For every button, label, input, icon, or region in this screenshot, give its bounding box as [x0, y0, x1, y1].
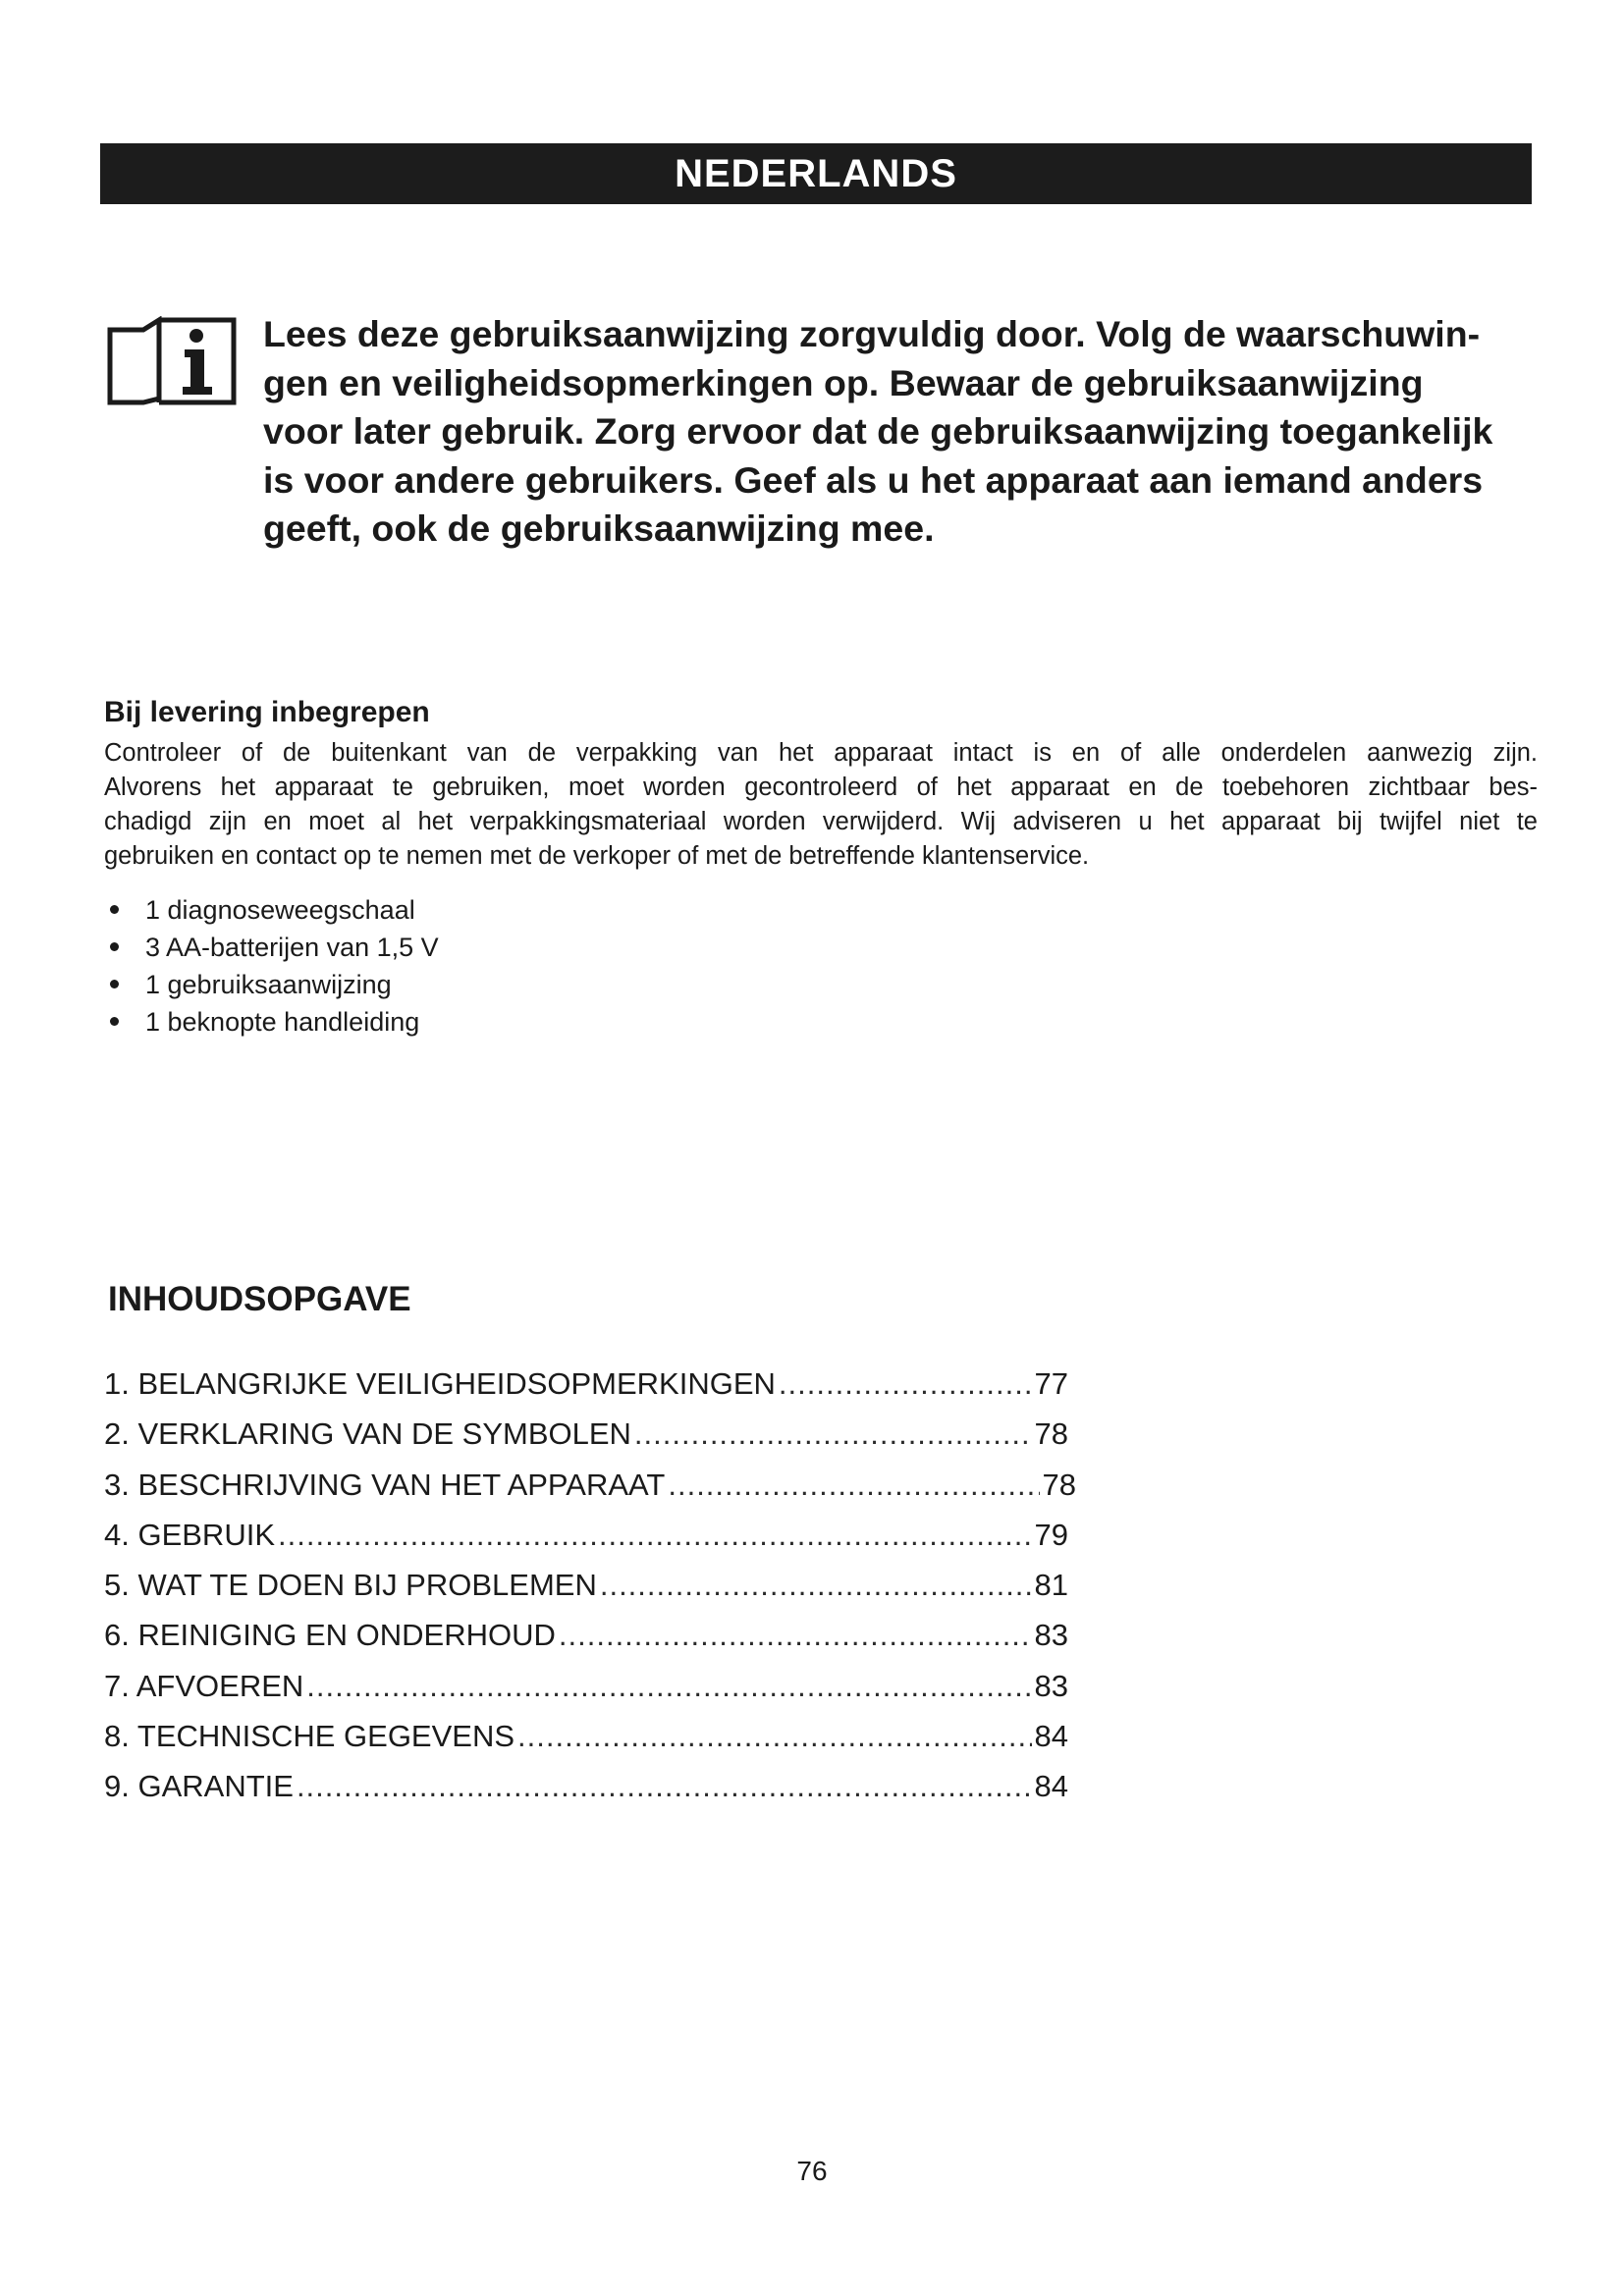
- toc-entry-page: 81: [1034, 1568, 1068, 1603]
- toc-entry[interactable]: [104, 1661, 1068, 1711]
- dot-leader: [668, 1460, 1039, 1510]
- list-item-label: 3 AA-batterijen van 1,5 V: [145, 933, 439, 962]
- notice-line: is voor andere gebruikers. Geef als u het apparaat aan iemand anders: [263, 458, 1484, 501]
- notice-line: Lees deze gebruiksaanwijzing zorgvuldig door. Volg de waarschuwin-: [263, 313, 1481, 354]
- toc-entry-label: 1. BELANGRIJKE VEILIGHEIDSOPMERKINGEN: [104, 1366, 776, 1401]
- toc-entry-label: 7. AFVOEREN: [104, 1668, 304, 1703]
- delivery-line: Controleer of de buitenkant van de verpakking van het apparaat intact is en of alle onderdelen aanwezig zijn.: [104, 739, 1538, 767]
- dot-leader: [600, 1560, 1032, 1610]
- delivery-line: Alvorens het apparaat te gebruiken, moet worden gecontroleerd of het apparaat en de toebehoren zichtbaar bes-: [104, 774, 1538, 801]
- toc-entry-label: 2. VERKLARING VAN DE SYMBOLEN: [104, 1416, 631, 1452]
- toc-entry-page: 78: [1034, 1416, 1068, 1452]
- toc-entry-label: 9. GARANTIE: [104, 1769, 294, 1804]
- list-item: [104, 1003, 439, 1041]
- toc-entry[interactable]: [104, 1711, 1068, 1761]
- delivery-paragraph: [104, 736, 1538, 874]
- delivery-line: chadigd zijn en moet al het verpakkingsmateriaal worden verwijderd. Wij adviseren u het apparaat bij twijfel niet te: [104, 808, 1538, 835]
- toc-entry-page: 84: [1034, 1719, 1068, 1754]
- toc-entry-page: 77: [1034, 1366, 1068, 1401]
- toc-entry-page: 78: [1042, 1467, 1076, 1502]
- list-item-label: 1 beknopte handleiding: [145, 1007, 420, 1037]
- bullet-icon: [110, 980, 119, 988]
- toc-entry[interactable]: [104, 1460, 1076, 1510]
- included-items-list: [104, 891, 439, 1041]
- toc-entry-page: 79: [1034, 1517, 1068, 1552]
- list-item-label: 1 gebruiksaanwijzing: [145, 970, 392, 999]
- toc-entry[interactable]: [104, 1761, 1068, 1811]
- list-item: [104, 966, 439, 1003]
- toc-entry-label: 6. REINIGING EN ONDERHOUD: [104, 1618, 556, 1653]
- dot-leader: [517, 1711, 1031, 1761]
- bullet-icon: [110, 942, 119, 951]
- toc-entry-page: 84: [1034, 1769, 1068, 1804]
- list-item: [104, 929, 439, 966]
- dot-leader: [634, 1409, 1032, 1459]
- toc-heading: INHOUDSOPGAVE: [108, 1280, 411, 1318]
- notice-line: gen en veiligheidsopmerkingen op. Bewaar de gebruiksaanwijzing: [263, 361, 1424, 403]
- notice-line: geeft, ook de gebruiksaanwijzing mee.: [263, 507, 935, 549]
- toc-entry-label: 3. BESCHRIJVING VAN HET APPARAAT: [104, 1467, 666, 1502]
- delivery-heading: Bij levering inbegrepen: [104, 696, 430, 728]
- delivery-line: gebruiken en contact op te nemen met de verkoper of met de betreffende klantenservice.: [104, 842, 1090, 870]
- dot-leader: [306, 1661, 1031, 1711]
- dot-leader: [297, 1761, 1032, 1811]
- toc-entry[interactable]: [104, 1510, 1068, 1560]
- read-instructions-notice: [263, 310, 1540, 554]
- dot-leader: [779, 1359, 1032, 1409]
- toc-entry[interactable]: [104, 1610, 1068, 1660]
- language-title: NEDERLANDS: [675, 151, 957, 195]
- toc-entry[interactable]: [104, 1409, 1068, 1459]
- dot-leader: [559, 1610, 1032, 1660]
- list-item-label: 1 diagnoseweegschaal: [145, 895, 415, 925]
- info-manual-icon: [106, 316, 238, 406]
- table-of-contents: [104, 1359, 1076, 1812]
- toc-entry-page: 83: [1034, 1618, 1068, 1653]
- notice-line: voor later gebruik. Zorg ervoor dat de gebruiksaanwijzing toegankelijk: [263, 410, 1493, 452]
- bullet-icon: [110, 905, 119, 914]
- bullet-icon: [110, 1017, 119, 1026]
- toc-entry-label: 5. WAT TE DOEN BIJ PROBLEMEN: [104, 1568, 597, 1603]
- list-item: [104, 891, 439, 929]
- dot-leader: [278, 1510, 1032, 1560]
- language-banner: [100, 143, 1532, 204]
- page-number: 76: [796, 2156, 828, 2186]
- toc-entry-label: 8. TECHNISCHE GEGEVENS: [104, 1719, 515, 1754]
- toc-entry-page: 83: [1034, 1668, 1068, 1703]
- toc-entry[interactable]: [104, 1359, 1068, 1409]
- toc-entry-label: 4. GEBRUIK: [104, 1517, 275, 1552]
- toc-entry[interactable]: [104, 1560, 1068, 1610]
